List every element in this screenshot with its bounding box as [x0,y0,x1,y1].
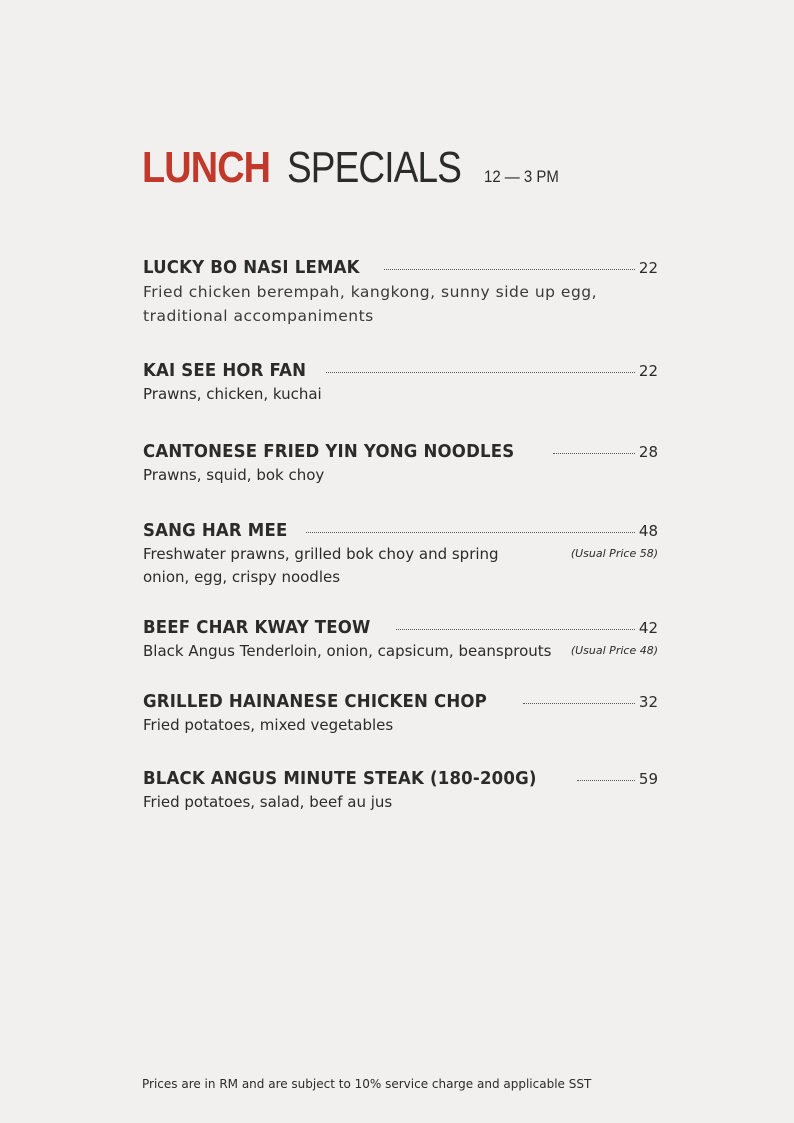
menu-item-price: 59 [638,770,658,788]
menu-item-price: 32 [638,693,658,711]
menu-item-cantonese-fried-yin-yong-noodles [143,441,658,487]
menu-item-sang-har-mee [143,520,658,589]
menu-item-row [143,520,658,541]
usual-price-note: (Usual Price 48) [570,644,658,657]
dot-leader [577,780,635,781]
title-rest: SPECIALS [286,143,462,192]
page-title [142,143,569,192]
dot-leader [523,703,635,704]
menu-item-price: 42 [638,619,658,637]
menu-item-description: Prawns, squid, bok choy [143,466,325,484]
menu-item-name: GRILLED HAINANESE CHICKEN CHOP [143,691,487,712]
menu-item-name: CANTONESE FRIED YIN YONG NOODLES [143,441,515,462]
menu-item-row [143,360,658,381]
title-highlight: LUNCH [142,143,271,192]
menu-item-black-angus-minute-steak [143,768,658,814]
menu-item-description: Fried potatoes, salad, beef au jus [143,793,393,811]
menu-item-row [143,441,658,462]
menu-item-lucky-bo-nasi-lemak [143,257,658,328]
menu-item-description: Fried potatoes, mixed vegetables [143,716,394,734]
menu-item-price: 22 [638,259,658,277]
menu-item-row [143,691,658,712]
menu-item-row [143,768,658,789]
menu-item-price: 22 [638,362,658,380]
menu-item-name: SANG HAR MEE [143,520,288,541]
menu-item-description: Black Angus Tenderloin, onion, capsicum, beansprouts [143,642,552,660]
dot-leader [306,532,635,533]
menu-item-beef-char-kway-teow [143,617,658,663]
menu-item-description: Freshwater prawns, grilled bok choy and spring onion, egg, crispy noodles [143,545,499,586]
menu-item-name: BEEF CHAR KWAY TEOW [143,617,371,638]
footer-note: Prices are in RM and are subject to 10% service charge and applicable SST [142,1077,592,1091]
menu-item-name: LUCKY BO NASI LEMAK [143,257,360,278]
dot-leader [553,453,635,454]
menu-item-kai-see-hor-fan [143,360,658,406]
dot-leader [384,269,634,270]
menu-item-description-row [143,541,658,589]
menu-item-row [143,617,658,638]
menu-item-row [143,257,658,278]
usual-price-note: (Usual Price 58) [570,547,658,560]
menu-item-name: KAI SEE HOR FAN [143,360,307,381]
dot-leader [326,372,635,373]
menu-item-description: Prawns, chicken, kuchai [143,385,322,403]
service-hours: 12 — 3 PM [484,167,560,186]
menu-item-description-row [143,638,658,663]
menu-item-price: 28 [638,443,658,461]
menu-item-description: Fried chicken berempah, kangkong, sunny side up egg, traditional accompaniments [143,283,598,325]
menu-item-price: 48 [638,522,658,540]
menu-item-grilled-hainanese-chicken-chop [143,691,658,737]
menu-item-name: BLACK ANGUS MINUTE STEAK (180-200G) [143,768,537,789]
dot-leader [396,629,635,630]
